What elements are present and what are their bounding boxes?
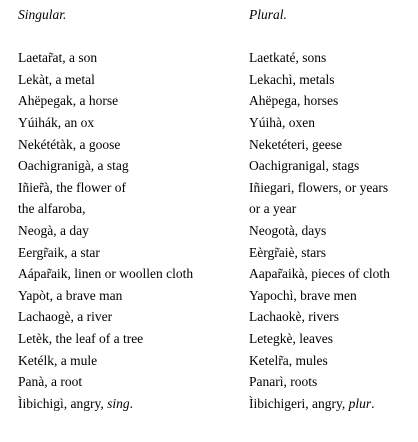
plural-entry: Ketelr̃a, mules <box>249 352 328 368</box>
singular-entry: Laetar̃at, a son <box>18 50 98 66</box>
plural-entry: Aapar̃aikà, pieces of cloth <box>249 266 390 282</box>
singular-entry: Eergr̃aik, a star <box>18 244 100 260</box>
plural-last-entry: Ìibichigeri, angry, plur. <box>249 395 375 411</box>
plural-entry: Lachaokè, rivers <box>249 309 339 325</box>
singular-entry: Ahëpegak, a horse <box>18 93 119 109</box>
singular-entry: Panà, a root <box>18 374 83 390</box>
singular-entry: Letèk, the leaf of a tree <box>18 330 144 346</box>
singular-entry: Neogà, a day <box>18 222 89 238</box>
plural-entry: or a year <box>249 201 297 217</box>
plural-entry: Ahëpega, horses <box>249 93 339 109</box>
singular-entry: Lachaogè, a river <box>18 309 113 325</box>
plural-entry: Neketéteri, geese <box>249 136 342 152</box>
singular-last-entry: Ìibichigì, angry, sing. <box>18 395 133 411</box>
plural-entry: Oachigranigal, stags <box>249 158 360 174</box>
plural-column <box>249 4 414 414</box>
singular-entry: Ketélk, a mule <box>18 352 98 368</box>
singular-entry: the alfaroba, <box>18 201 86 217</box>
plural-list <box>249 47 414 393</box>
plural-entry: Letegkè, leaves <box>249 330 333 346</box>
singular-entry: Aápar̃aik, linen or woollen cloth <box>18 266 194 282</box>
plural-entry: Lekachì, metals <box>249 71 335 87</box>
singular-entry: Iñier̃à, the flower of <box>18 179 126 195</box>
plural-entry: Laetkaté, sons <box>249 50 327 66</box>
singular-list <box>18 47 238 393</box>
plural-entry: Yapochì, brave men <box>249 287 357 303</box>
plural-entry: Iñiegari, flowers, or years <box>249 179 389 195</box>
singular-column <box>18 4 238 414</box>
plural-entry: Neogotà, days <box>249 222 327 238</box>
plural-entry: Yúihà, oxen <box>249 114 315 130</box>
singular-entry: Lekàt, a metal <box>18 71 95 87</box>
singular-header: Singular. <box>18 7 67 22</box>
singular-entry: Yúihák, an ox <box>18 114 95 130</box>
singular-entry: Oachigranigà, a stag <box>18 158 129 174</box>
plural-header: Plural. <box>249 7 287 22</box>
plural-entry: Eèrgr̃aiè, stars <box>249 244 326 260</box>
plural-entry: Panarì, roots <box>249 374 318 390</box>
singular-entry: Nekététàk, a goose <box>18 136 121 152</box>
singular-entry: Yapòt, a brave man <box>18 287 123 303</box>
